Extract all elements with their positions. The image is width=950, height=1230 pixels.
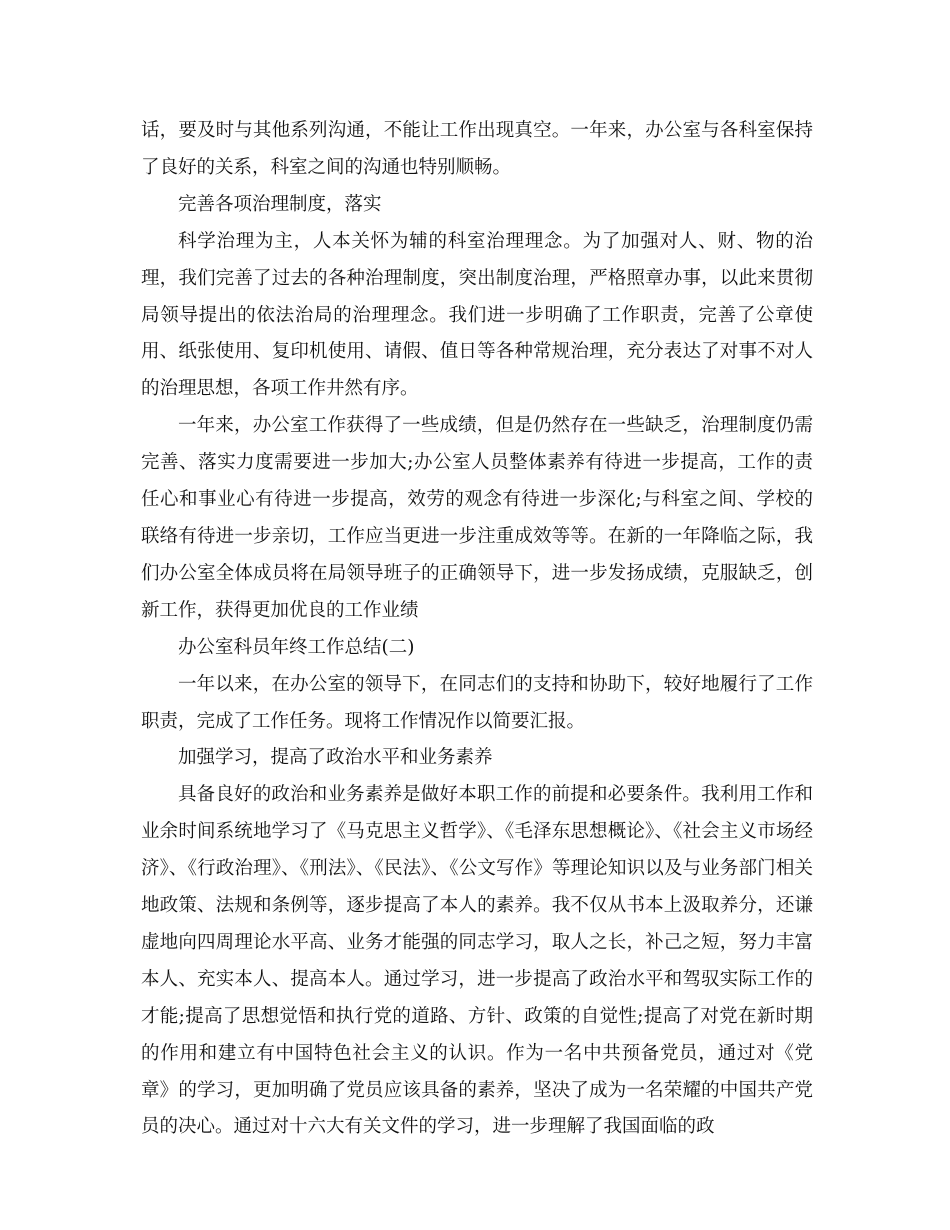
section-heading: 完善各项治理制度，落实: [178, 193, 382, 215]
paragraph: 科学治理为主，人本关怀为辅的科室治理理念。为了加强对人、财、物的治理，我们完善了过去的各种治理制度，突出制度治理，严格照章办事，以此来贯彻局领导提出的依法治局的治理理念。我们进一步明确了工作职责，完善了公章使用、纸张使用、复印机使用、请假、值日等各种常规治理，充分表达了对事不对人的治理思想，各项工作井然有序。: [141, 230, 813, 400]
paragraph: 话，要及时与其他系列沟通，不能让工作出现真空。一年来，办公室与各科室保持了良好的关系，科室之间的沟通也特别顺畅。: [141, 120, 813, 178]
paragraph: 一年以来，在办公室的领导下，在同志们的支持和协助下，较好地履行了工作职责，完成了工作任务。现将工作情况作以简要汇报。: [141, 673, 813, 732]
paragraph: 一年来，办公室工作获得了一些成绩，但是仍然存在一些缺乏，治理制度仍需完善、落实力度需要进一步加大;办公室人员整体素养有待进一步提高，工作的责任心和事业心有待进一步提高，效劳的观念有待进一步深化;与科室之间、学校的联络有待进一步亲切，工作应当更进一步注重成效等等。在新的一年降临之际，我们办公室全体成员将在局领导班子的正确领导下，进一步发扬成绩，克服缺乏，创新工作，获得更加优良的工作业绩: [141, 415, 813, 621]
section-heading: 办公室科员年终工作总结(二): [178, 636, 415, 658]
paragraph: 具备良好的政治和业务素养是做好本职工作的前提和必要条件。我利用工作和业余时间系统地学习了《马克思主义哲学》、《毛泽东思想概论》、《社会主义市场经济》、《行政治理》、《刑法》、《民法》、《公文写作》等理论知识以及与业务部门相关地政策、法规和条例等，逐步提高了本人的素养。我不仅从书本上汲取养分，还谦虚地向四周理论水平高、业务才能强的同志学习，取人之长，补己之短，努力丰富本人、充实本人、提高本人。通过学习，进一步提高了政治水平和驾驭实际工作的才能;提高了思想觉悟和执行党的道路、方针、政策的自觉性;提高了对党在新时期的作用和建立有中国特色社会主义的认识。作为一名中共预备党员，通过对《党章》的学习，更加明确了党员应该具备的素养，坚决了成为一名荣耀的中国共产党员的决心。通过对十六大有关文件的学习，进一步理解了我国面临的政: [141, 784, 813, 1138]
section-heading: 加强学习，提高了政治水平和业务素养: [178, 747, 493, 769]
document-body: [141, 113, 813, 1146]
